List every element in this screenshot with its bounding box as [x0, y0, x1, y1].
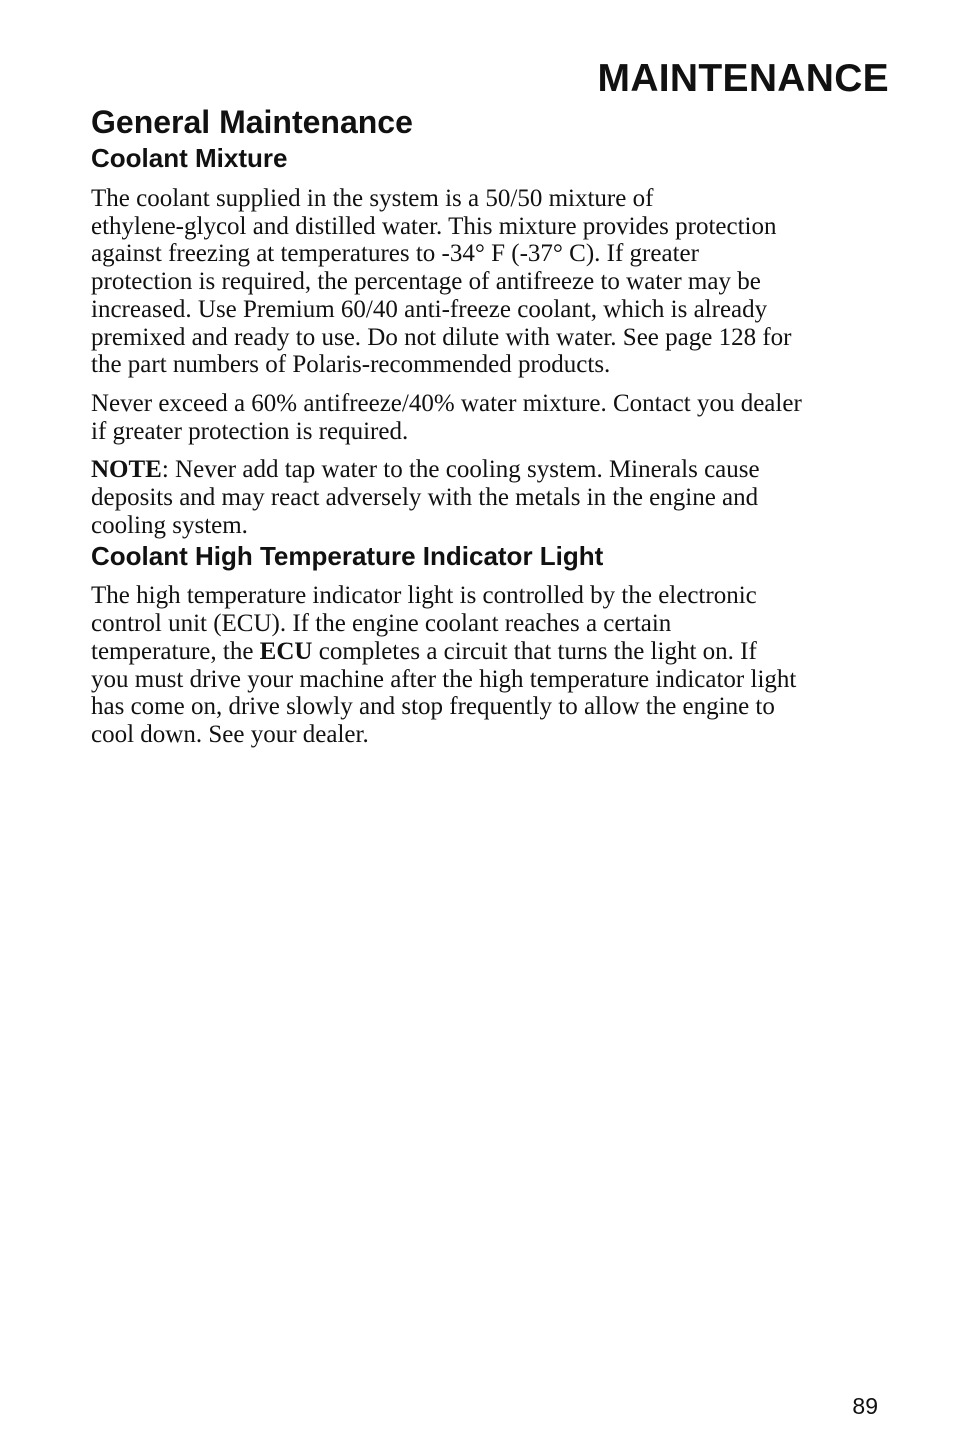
text-line: increased. Use Premium 60/40 anti-freeze coolant, which is already	[91, 295, 768, 323]
text-line: you must drive your machine after the high temperature indicator light	[91, 665, 797, 693]
text-line: deposits and may react adversely with the metals in the engine and	[91, 484, 759, 512]
text-line	[91, 456, 896, 484]
text-line: control unit (ECU). If the engine coolant reaches a certain	[91, 610, 672, 638]
text-line	[91, 638, 896, 666]
ecu-term: ECU	[259, 637, 313, 665]
note-label: NOTE	[91, 456, 162, 484]
text-fragment: completes a circuit that turns the light on. If	[312, 637, 757, 665]
text-line: has come on, drive slowly and stop frequently to allow the engine to	[91, 693, 775, 721]
mixture-limit-paragraph	[91, 390, 896, 445]
text-fragment: temperature, the	[91, 637, 260, 665]
text-line: if greater protection is required.	[91, 417, 409, 445]
indicator-light-paragraph	[91, 582, 896, 748]
text-line: cooling system.	[91, 511, 248, 539]
note-paragraph	[91, 456, 896, 539]
text-line: ethylene-glycol and distilled water. This mixture provides protection	[91, 212, 777, 240]
text-line: the part numbers of Polaris-recommended products.	[91, 351, 611, 379]
text-line: against freezing at temperatures to -34° F (-37° C). If greater	[91, 240, 699, 268]
page-content	[91, 103, 896, 749]
text-line: cool down. See your dealer.	[91, 720, 369, 748]
coolant-mixture-heading: Coolant Mixture	[91, 143, 288, 173]
text-line: premixed and ready to use. Do not dilute with water. See page 128 for	[91, 323, 792, 351]
indicator-light-heading: Coolant High Temperature Indicator Light	[91, 541, 604, 572]
text-line: The high temperature indicator light is controlled by the electronic	[91, 582, 757, 610]
coolant-mixture-paragraph	[91, 185, 896, 379]
text-line: Never exceed a 60% antifreeze/40% water mixture. Contact you dealer	[91, 389, 802, 417]
page-header: MAINTENANCE	[597, 57, 889, 100]
note-text: : Never add tap water to the cooling system. Minerals cause	[161, 456, 760, 484]
page-number: 89	[852, 1393, 878, 1419]
section-title: General Maintenance	[91, 104, 413, 140]
text-line: protection is required, the percentage of antifreeze to water may be	[91, 268, 761, 296]
text-line: The coolant supplied in the system is a 50/50 mixture of	[91, 185, 654, 212]
